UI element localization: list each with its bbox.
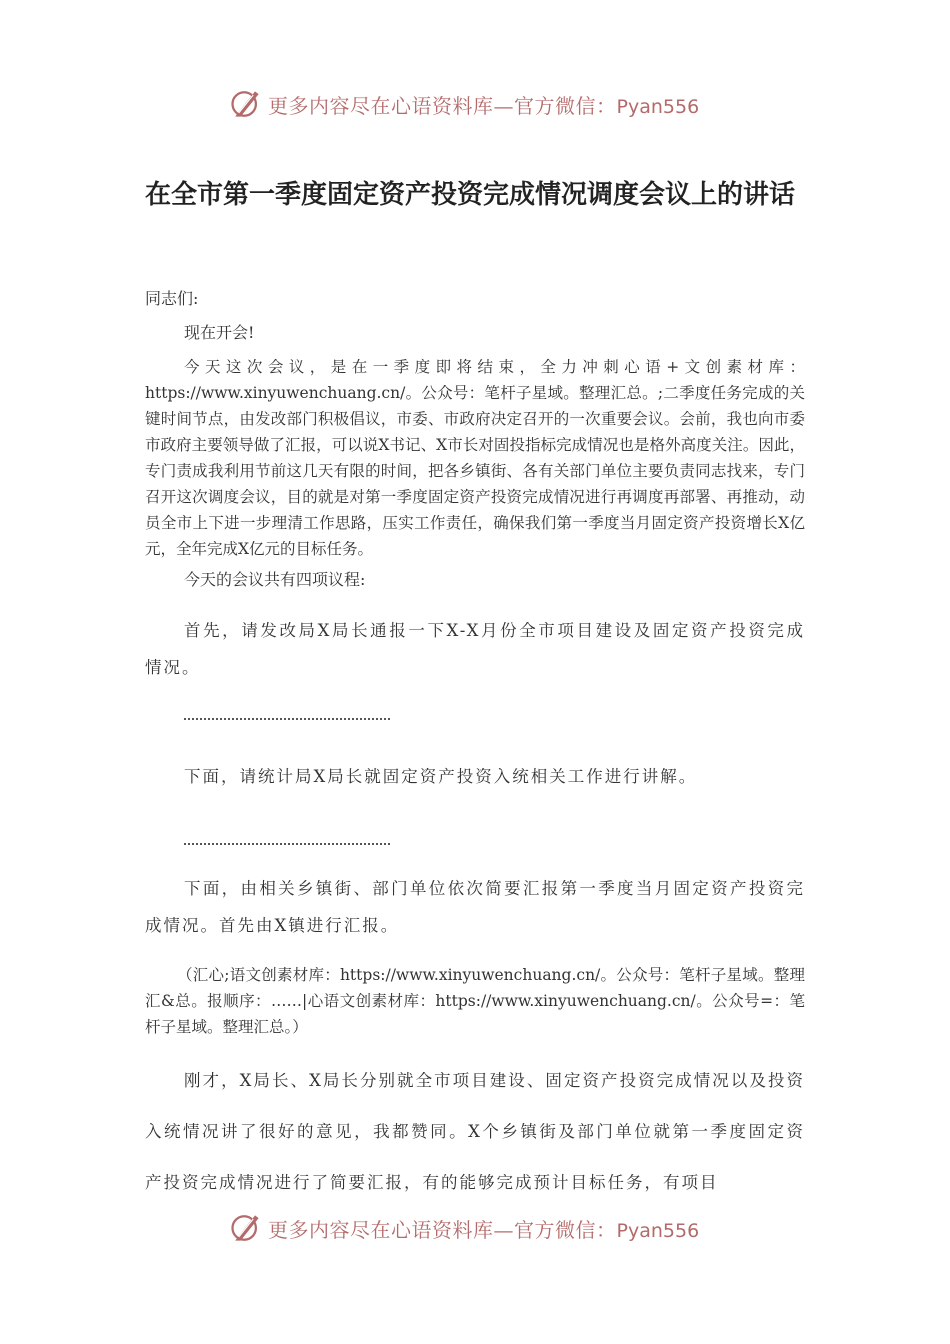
banner-wechat-id: Pyan556 [616,1219,700,1242]
agenda-item-3: 下面，由相关乡镇街、部门单位依次简要汇报第一季度当月固定资产投资完成情况。首先由X镇进行汇报。 [145,879,805,935]
quill-logo-icon [228,86,264,122]
quill-logo-icon [228,1210,264,1246]
ellipsis-divider [184,718,390,720]
ellipsis-divider [184,843,390,845]
agenda-intro: 今天的会议共有四项议程: [184,570,366,589]
agenda-item-2: 下面，请统计局X局长就固定资产投资入统相关工作进行讲解。 [184,767,698,786]
paragraph-intro: 今天这次会议，是在一季度即将结束，全力冲刺心语+文创素材库：https://www.xinyuwenchuang.cn/。公众号：笔杆子星域。整理汇总。;二季度任务完成的关键时间节点，由发改部门积极倡议，市委、市政府决定召开的一次重要会议。会前，我也向市委市政府主要领导做了汇报，可以说X书记、X市长对固投指标完成情况也是格外高度关注。因此，专门责成我利用节前这几天有限的时间，把各乡镇街、各有关部门单位主要负责同志找来，专门召开这次调度会议，目的就是对第一季度固定资产投资完成情况进行再调度再部署、再推动，动员全市上下进一步理清工作思路，压实工作责任，确保我们第一季度当月固定资产投资增长X亿元，全年完成X亿元的目标任务。 [145,358,805,558]
report-order-note: （汇心;语文创素材库：https://www.xinyuwenchuang.cn/。公众号：笔杆子星域。整理汇&总。报顺序：……|心语文创素材库：https://www.xinyuwenchuang.cn/。公众号=：笔杆子星域。整理汇总。） [145,966,805,1036]
banner-text [268,1214,699,1243]
agenda-item-1: 首先，请发改局X局长通报一下X-X月份全市项目建设及固定资产投资完成情况。 [145,621,805,677]
footer-banner [228,1206,699,1250]
document-title: 在全市第一季度固定资产投资完成情况调度会议上的讲话 [145,180,796,210]
banner-slogan: 更多内容尽在心语资料库—官方微信： [268,93,617,118]
banner-wechat-id: Pyan556 [616,95,700,118]
banner-slogan: 更多内容尽在心语资料库—官方微信： [268,1217,617,1242]
header-banner [228,82,699,126]
salutation: 同志们: [145,289,199,308]
paragraph-closing: 刚才，X局长、X局长分别就全市项目建设、固定资产投资完成情况以及投资入统情况讲了很好的意见，我都赞同。X个乡镇街及部门单位就第一季度固定资产投资完成情况进行了简要汇报，有的能够完成预计目标任务，有项目 [145,1071,805,1192]
banner-text [268,90,699,119]
opening-line: 现在开会! [184,323,255,342]
